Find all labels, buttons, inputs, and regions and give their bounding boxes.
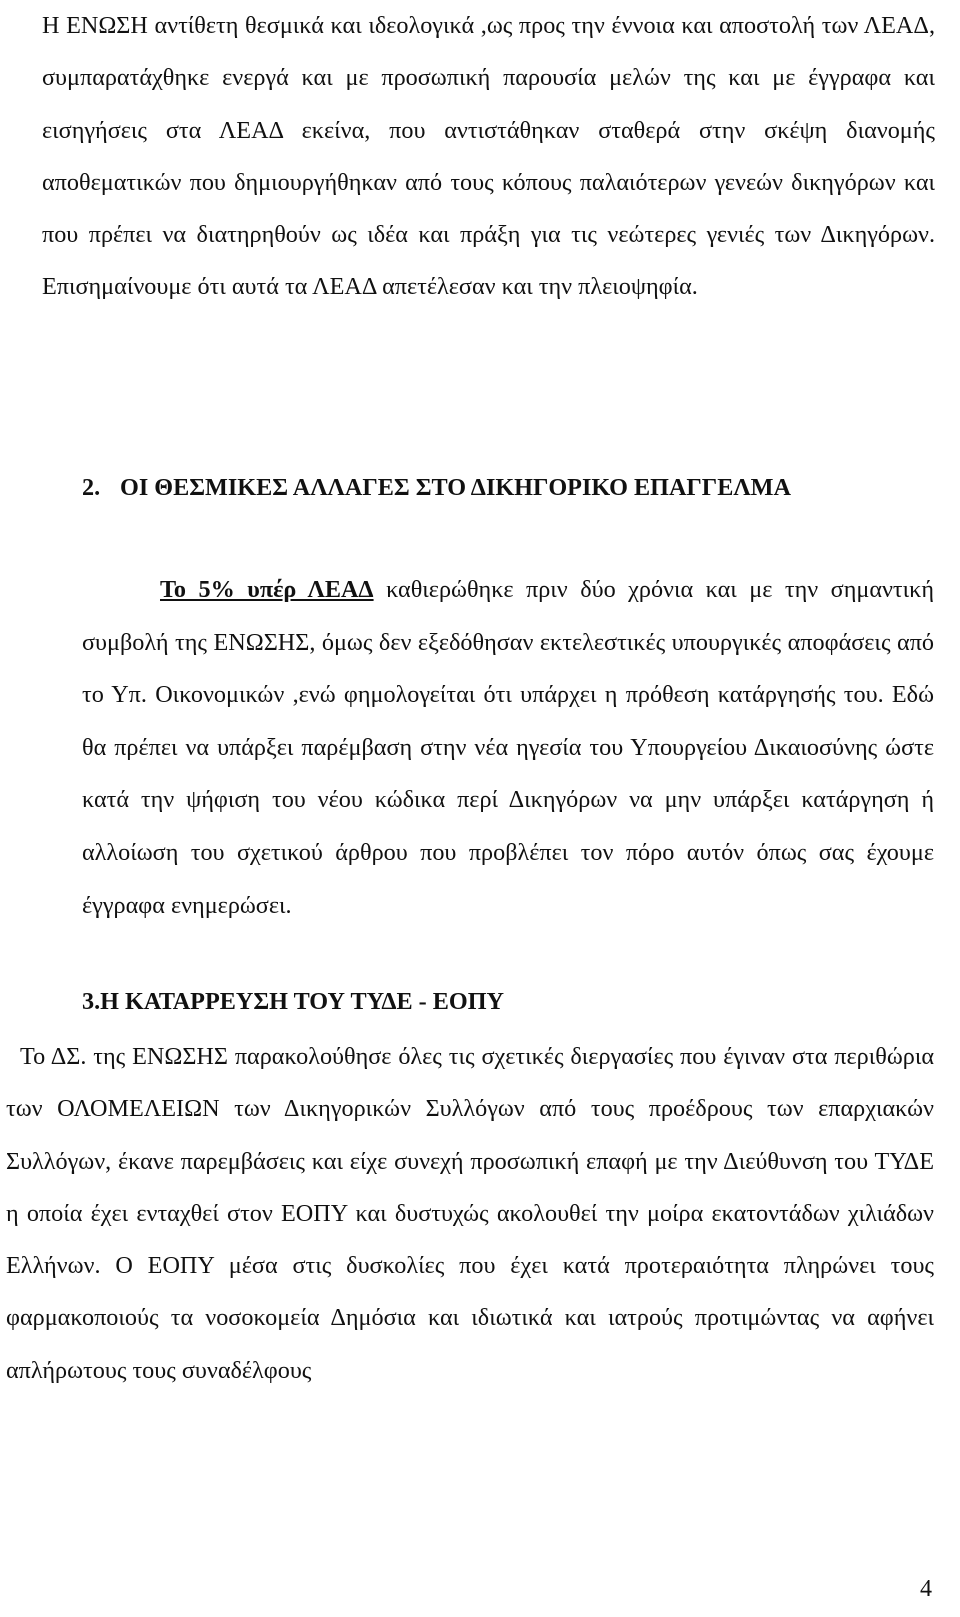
paragraph-body: Το ΔΣ. της ΕΝΩΣΗΣ παρακολούθησε όλες τις σχετικές διεργασίες που έγιναν στα περιθώρια των ΟΛΟΜΕΛΕΙΩΝ των Δικηγορικών Συλλόγων από τους προέδρους των επαρχιακών Συλλόγων, έκανε παρεμβάσεις και είχε συνεχή προσωπική επαφή με την Διεύθυνση του ΤΥΔΕ η οποία έχει ενταχθεί στον ΕΟΠΥ και δυστυχώς ακολουθεί την μοίρα εκατοντάδων χιλιάδων Ελλήνων. Ο ΕΟΠΥ μέσα στις δυσκολίες που έχει κατά προτεραιότητα πληρώνει τους φαρμακοποιούς τα νοσοκομεία Δημόσια και ιδιωτικά και ιατρούς προτιμώντας να αφήνει απλήρωτους τους συναδέλφους [6,1043,934,1384]
paragraph-five-percent [82,564,934,932]
page-number: 4 [920,1576,932,1602]
paragraph-body: καθιερώθηκε πριν δύο χρόνια και με την σημαντική συμβολή της ΕΝΩΣΗΣ, όμως δεν εξεδόθησαν εκτελεστικές υπουργικές αποφάσεις από το Υπ. Οικονομικών ,ενώ φημολογείται ότι υπάρχει η πρόθεση κατάργησής του. Εδώ θα πρέπει να υπάρξει παρέμβαση στην νέα ηγεσία του Υπουργείου Δικαιοσύνης ώστε κατά την ψήφιση του νέου κώδικα περί Δικηγόρων να μην υπάρξει κατάργηση ή αλλοίωση του σχετικού άρθρου που προβλέπει τον πόρο αυτόν όπως σας έχουμε έγγραφα ενημερώσει. [82,576,934,919]
section-heading-3: 3.Η ΚΑΤΑΡΡΕΥΣΗ ΤΟΥ ΤΥΔΕ - ΕΟΠΥ [82,988,504,1015]
section-number-2: 2. [82,474,101,501]
paragraph-tyde-eopy [6,1031,934,1397]
section-title-2: ΟΙ ΘΕΣΜΙΚΕΣ ΑΛΛΑΓΕΣ ΣΤΟ ΔΙΚΗΓΟΡΙΚΟ ΕΠΑΓΓΕΛΜΑ [120,474,791,501]
paragraph-leads: Η ΕΝΩΣΗ αντίθετη θεσμικά και ιδεολογικά ,ως προς την έννοια και αποστολή των ΛΕΑΔ, συμπαρατάχθηκε ενεργά και με προσωπική παρουσία μελών της και με έγγραφα και εισηγήσεις στα ΛΕΑΔ εκείνα, που αντιστάθηκαν σταθερά στην σκέψη διανομής αποθεματικών που δημιουργήθηκαν από τους κόπους παλαιότερων γενεών δικηγόρων και που πρέπει να διατηρηθούν ως ιδέα και πράξη για τις νεώτερες γενιές των Δικηγόρων. Επισημαίνουμε ότι αυτά τα ΛΕΑΔ απετέλεσαν και την πλειοψηφία. [42,12,935,301]
section-heading-2 [42,462,935,514]
paragraph-lead-underlined: Το 5% υπέρ ΛΕΑΔ [160,576,374,603]
